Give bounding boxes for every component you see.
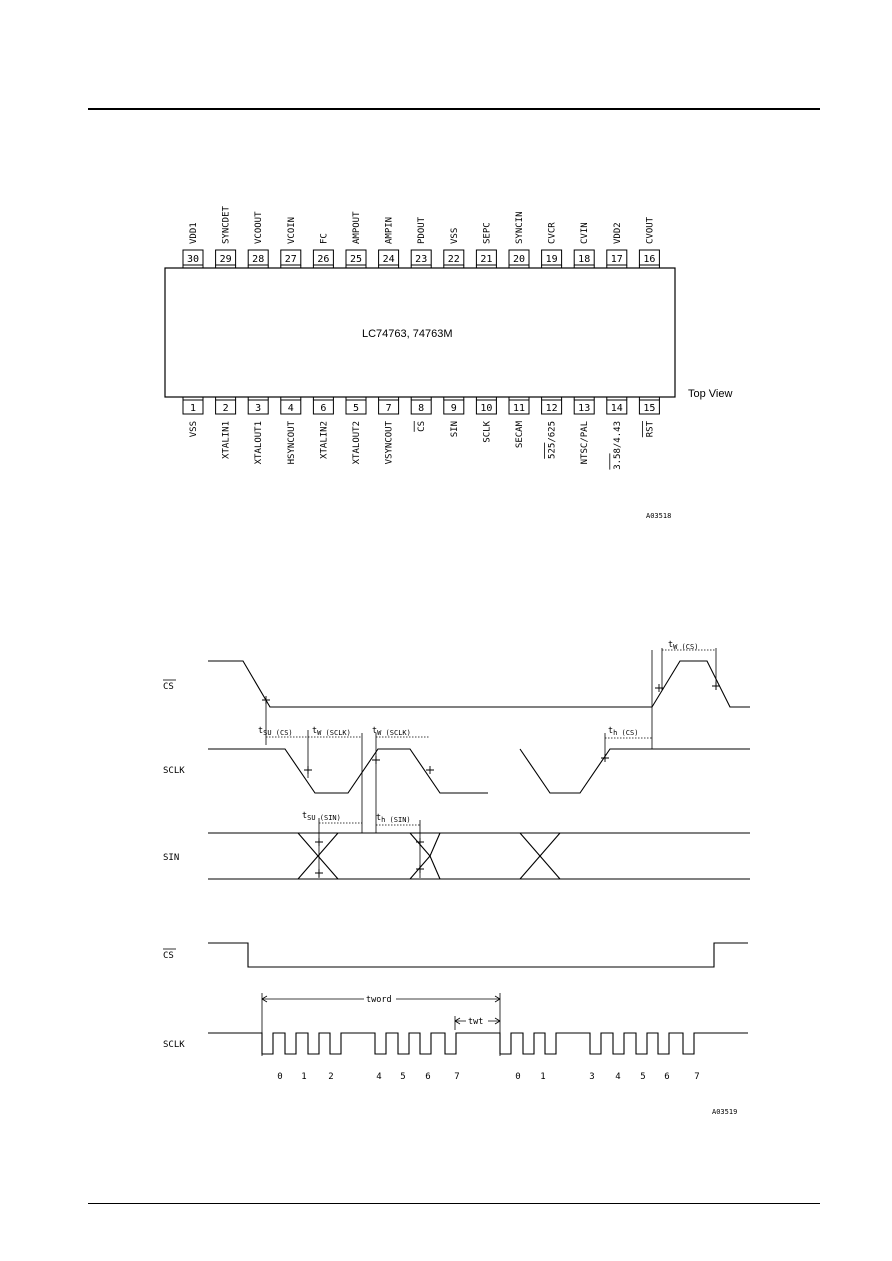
sin-signal-label: SIN [163,853,180,863]
top-pin-number: 16 [643,254,656,265]
top-pin-name: AMPOUT [352,211,362,244]
top-pin-name: PDOUT [417,216,428,244]
top-pin-name: SYNCDET [221,206,232,244]
bottom-pin-name: NTSC/PAL [580,421,591,465]
cs2-signal-label: CS [163,951,174,961]
bit-label: 0 [515,1072,521,1082]
top-pin-name: AMPIN [384,216,395,244]
bit-label: 4 [615,1072,621,1082]
top-pin-name: CVOUT [645,216,656,244]
bottom-pin-number: 9 [450,403,457,414]
bottom-pin-number: 8 [418,403,425,414]
top-pin-name: VCOIN [286,216,297,244]
sclk-waveform-2 [520,749,750,793]
bottom-pin-name: VSS [189,421,199,438]
bottom-pin-name: 525/625 [547,421,558,459]
top-pin-name: FC [319,233,330,244]
top-pin-number: 27 [284,254,297,265]
sclk-waveform [208,749,488,793]
sin-transition [430,856,440,879]
sin-transition [430,833,440,856]
top-pin-name: VSS [449,227,460,244]
cs-signal-label: CS [163,682,174,692]
bottom-pin-name: SIN [449,421,460,438]
top-pin-number: 17 [610,254,623,265]
bit-label: 7 [694,1072,700,1082]
bit-label: 0 [277,1072,283,1082]
top-pin-name: CVCR [547,222,558,244]
bottom-pin-number: 6 [320,403,327,414]
bottom-pin-number: 14 [610,403,623,414]
tw-sclk-high-label: $t_{W (SCLK)}$ [372,726,411,737]
bit-label: 6 [664,1072,670,1082]
timing-figure-code: A03519 [712,1108,738,1116]
bottom-pin-number: 13 [578,403,591,414]
bottom-pin-name: XTALOUT2 [352,421,362,465]
bottom-pin-name: HSYNCOUT [286,421,297,465]
top-pin-number: 23 [415,254,428,265]
top-pin-number: 19 [545,254,558,265]
cs-frame-waveform [208,943,748,967]
bottom-pin-number: 4 [287,403,294,414]
top-pin-number: 24 [382,254,395,265]
bit-label: 3 [589,1072,595,1082]
bottom-pin-name: 3.58/4.43 [612,421,623,470]
bottom-pin-name: VSYNCOUT [384,421,395,465]
bit-label-row [277,1072,699,1082]
top-pin-number: 25 [349,254,363,265]
th-sin-label: $t_{h (SIN)}$ [376,813,411,824]
bit-label: 6 [425,1072,431,1082]
bottom-pin-number: 12 [545,403,558,414]
bit-label: 5 [640,1072,646,1082]
top-pin-number: 26 [317,254,330,265]
bit-label: 1 [540,1072,546,1082]
cs-waveform [208,661,750,707]
tw-cs-label: $t_{W (CS)}$ [668,640,699,651]
top-pin-name: VDD2 [612,222,623,244]
bottom-pin-name: SECAM [515,421,525,449]
pinout-figure-code: A03518 [646,512,672,520]
top-pin-number: 29 [219,254,232,265]
bottom-pin-number: 10 [480,403,493,414]
bottom-pin-number: 3 [255,403,262,414]
bit-label: 5 [400,1072,406,1082]
bottom-pin-name: XTALOUT1 [254,421,265,465]
top-pin-number: 21 [480,254,493,265]
tsu-sin-label: $t_{SU (SIN)}$ [302,811,341,822]
bottom-pin-name: CS [417,421,428,432]
top-pin-number: 20 [512,254,526,265]
top-pin-name: VDD1 [189,222,199,244]
top-pin-name: CVIN [580,222,591,244]
sclk2-signal-label: SCLK [163,1040,185,1050]
tword-label: tword [366,995,392,1005]
top-pin-name: SEPC [482,222,493,244]
top-pin-number: 30 [186,254,200,265]
bottom-pin-name: SCLK [482,421,493,443]
th-cs-label: $t_{h (CS)}$ [608,726,639,737]
bit-label: 1 [301,1072,307,1082]
bottom-pin-name: XTALIN1 [221,421,232,459]
top-pin-number: 18 [578,254,591,265]
sclk-signal-label: SCLK [163,766,185,776]
bottom-pin-number: 5 [352,403,360,414]
bottom-pin-name: XTALIN2 [319,421,330,459]
bit-label: 2 [328,1072,334,1082]
bottom-pin-number: 15 [643,403,656,414]
top-view-label: Top View [688,388,733,400]
bottom-pin-number: 2 [222,403,229,414]
bit-label: 7 [454,1072,460,1082]
top-pin-number: 22 [447,254,460,265]
bottom-pin-number: 1 [189,403,197,414]
top-pin-number: 28 [252,254,265,265]
bit-label: 4 [376,1072,382,1082]
sclk-burst-waveform [208,1033,748,1054]
bottom-pin-number: 11 [512,403,526,414]
bottom-pin-number: 7 [385,403,392,414]
tsu-cs-label: $t_{SU (CS)}$ [258,726,293,737]
bottom-pin-name: RST [645,421,656,438]
top-pin-name: VCOOUT [254,211,265,244]
twt-label: twt [468,1017,484,1027]
top-pin-name: SYNCIN [515,211,525,244]
tw-sclk-low-label: $t_{W (SCLK)}$ [312,726,351,737]
chip-name: LC74763, 74763M [362,328,453,340]
